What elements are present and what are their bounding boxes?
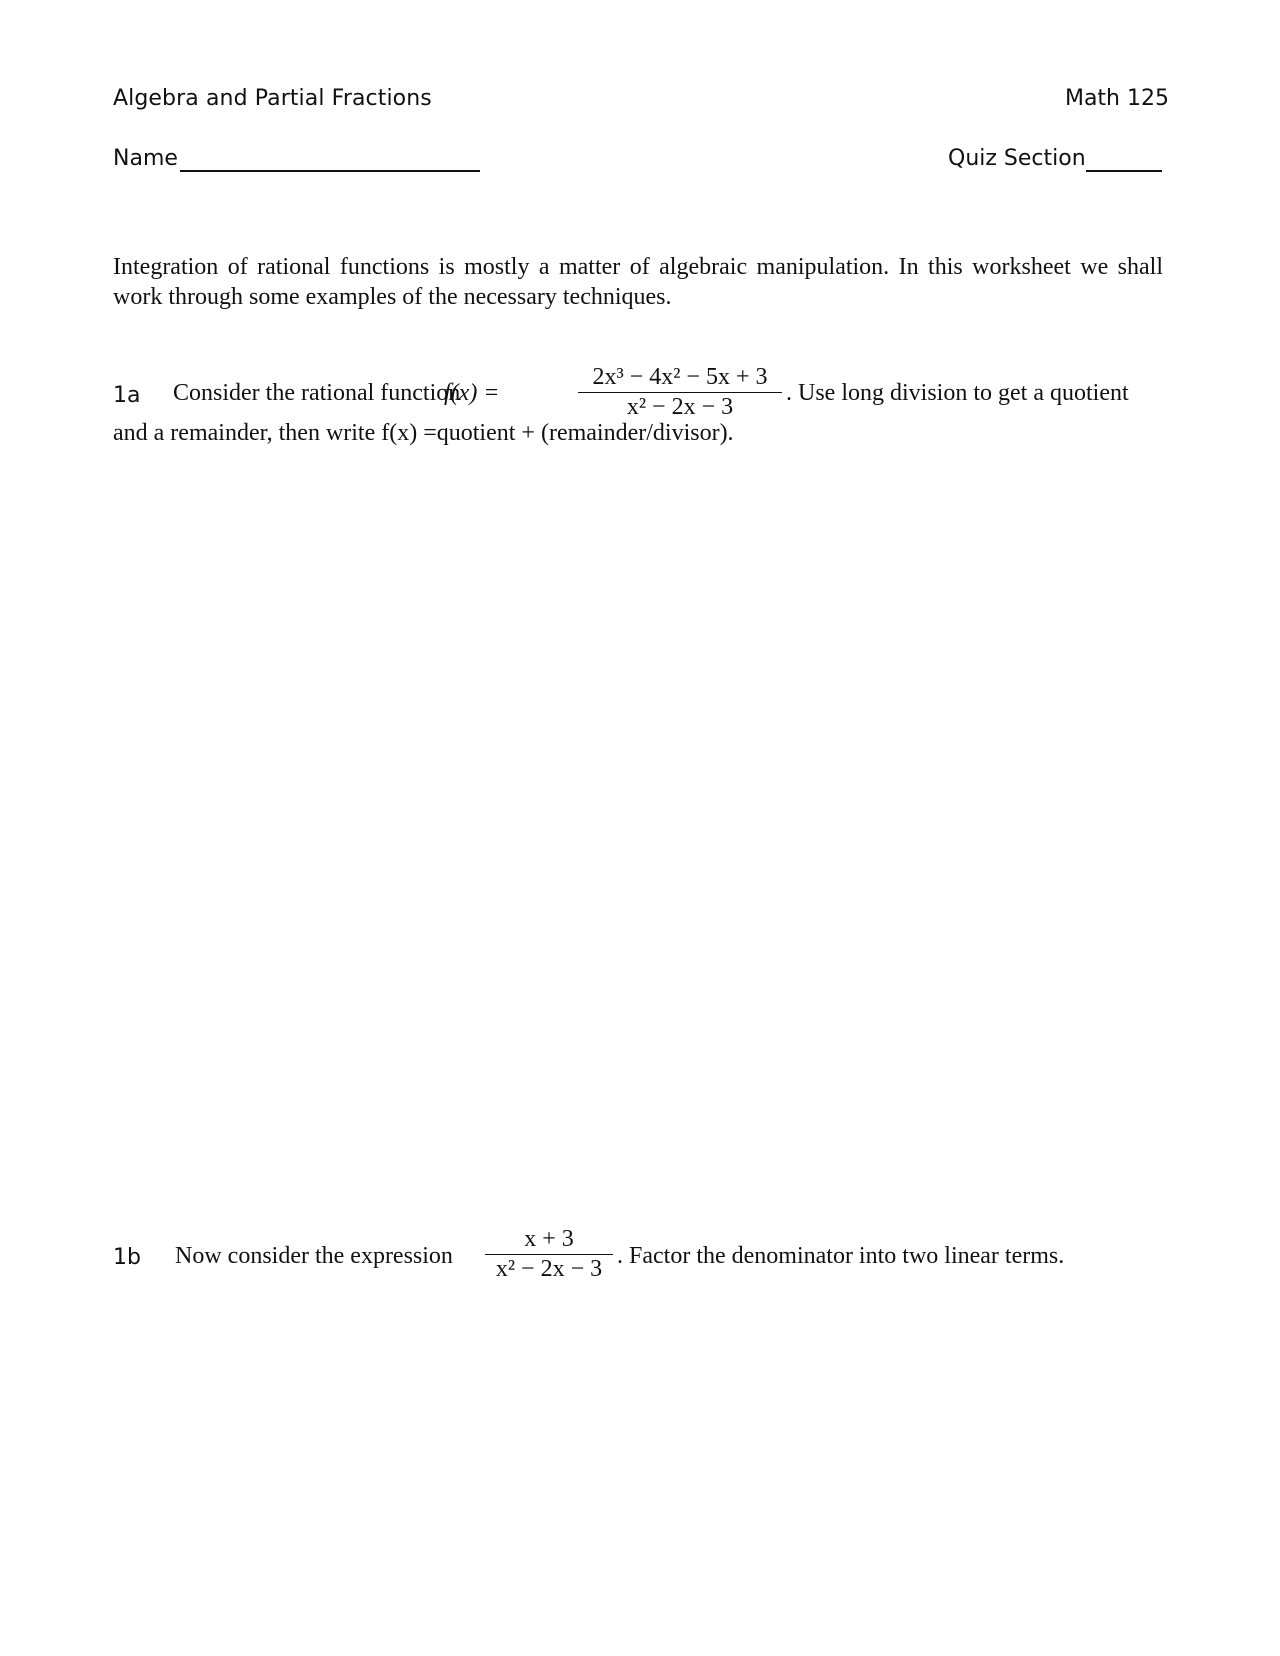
- quiz-section-label: Quiz Section: [948, 146, 1086, 171]
- fraction-bar: [578, 392, 782, 393]
- quiz-section-field-line[interactable]: [1086, 170, 1162, 172]
- problem-1a-denominator: x² − 2x − 3: [626, 394, 734, 420]
- intro-paragraph: Integration of rational functions is mostly a matter of algebraic manipulation. In this worksheet we shall work through some examples of the necessary techniques.: [113, 254, 1163, 310]
- fraction-bar: [485, 1254, 613, 1255]
- name-field-line[interactable]: [180, 170, 480, 172]
- problem-1b-instruction: . Factor the denominator into two linear terms.: [617, 1243, 1065, 1269]
- name-label: Name: [113, 146, 178, 171]
- course-code: Math 125: [1064, 86, 1169, 111]
- problem-1a-instruction-line2: and a remainder, then write f(x) =quotient + (remainder/divisor).: [113, 420, 734, 446]
- function-lhs-text: f(x) =: [444, 380, 500, 406]
- problem-1b-intro-text: Now consider the expression: [175, 1243, 453, 1269]
- problem-1b-label: 1b: [113, 1245, 141, 1270]
- problem-1b-denominator: x² − 2x − 3: [495, 1256, 603, 1282]
- problem-1a-instruction: . Use long division to get a quotient: [786, 380, 1129, 406]
- problem-1a-label: 1a: [113, 383, 141, 408]
- problem-1a-fraction: [578, 364, 782, 420]
- problem-1a-function-lhs: [444, 380, 500, 407]
- problem-1a-numerator: 2x³ − 4x² − 5x + 3: [592, 364, 768, 390]
- problem-1a-intro-text: Consider the rational function: [173, 380, 461, 406]
- problem-1b-fraction: [485, 1226, 613, 1282]
- problem-1b-numerator: x + 3: [524, 1226, 574, 1252]
- worksheet-title: Algebra and Partial Fractions: [113, 86, 432, 111]
